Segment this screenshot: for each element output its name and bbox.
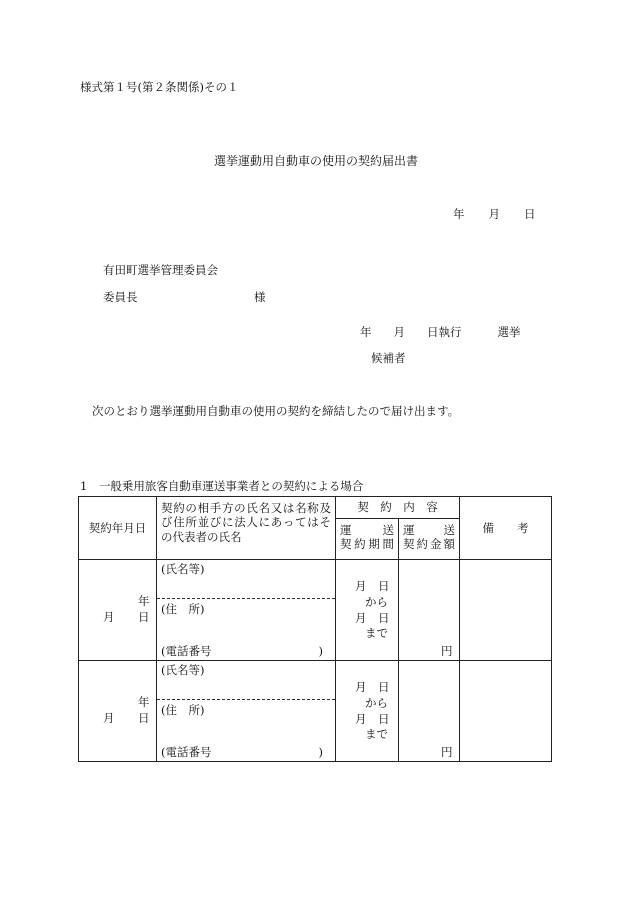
row-date-cell[interactable]: [79, 661, 157, 762]
row-year: 年: [138, 594, 150, 608]
row-period-cell[interactable]: [336, 560, 399, 661]
row-remarks-cell[interactable]: [460, 560, 552, 661]
row-yen-label: 円: [441, 644, 453, 658]
row-name-label: (氏名等): [161, 663, 205, 677]
header-period-line1: 運 送: [340, 523, 394, 537]
row-period-cell[interactable]: [336, 661, 399, 762]
header-counterparty: [157, 497, 336, 560]
addressee-honorific: 様: [254, 290, 266, 304]
header-amount-line1: 運 送: [403, 523, 455, 537]
table-header-row: [79, 497, 552, 519]
header-contract-date: 契約年月日: [79, 497, 157, 560]
year-label: 年: [453, 207, 465, 221]
row-dashed-divider: [157, 699, 335, 700]
submission-date: [453, 208, 536, 222]
row-month: 月: [103, 711, 115, 725]
header-transport-amount: [399, 519, 460, 560]
row-period-from: から: [365, 595, 388, 609]
page-title: 選挙運動用自動車の使用の契約届出書: [214, 154, 419, 168]
row-period-from-date: 月 日: [355, 680, 390, 694]
header-period-line2: 契約期間: [340, 537, 394, 552]
election-year: 年: [360, 325, 372, 339]
header-contract-content: 契 約 内 容: [336, 497, 460, 519]
table-row: [79, 661, 552, 762]
row-party-cell[interactable]: [157, 661, 336, 762]
row-day: 日: [138, 610, 150, 624]
election-day-exec: 日執行: [427, 325, 462, 339]
row-remarks-cell[interactable]: [460, 661, 552, 762]
header-remarks: 備 考: [460, 497, 552, 560]
row-period-to-date: 月 日: [355, 611, 390, 625]
row-party-cell[interactable]: [157, 560, 336, 661]
election-line: [360, 326, 521, 340]
row-date-cell[interactable]: [79, 560, 157, 661]
row-year: 年: [138, 695, 150, 709]
contract-table: [78, 496, 552, 762]
row-yen-label: 円: [441, 745, 453, 759]
row-period-from: から: [365, 696, 388, 710]
row-month: 月: [103, 610, 115, 624]
row-amount-cell[interactable]: [399, 661, 460, 762]
candidate-label: 候補者: [371, 351, 406, 365]
addressee-chairman: 委員長: [103, 290, 138, 304]
addressee-committee: 有田町選挙管理委員会: [103, 263, 218, 277]
row-address-label: (住 所): [161, 602, 205, 616]
month-label: 月: [488, 207, 500, 221]
row-phone-close: ): [318, 745, 323, 759]
row-period-until: まで: [365, 727, 388, 741]
row-period-from-date: 月 日: [355, 579, 390, 593]
row-name-label: (氏名等): [161, 562, 205, 576]
row-period-to-date: 月 日: [355, 712, 390, 726]
header-transport-period: [336, 519, 399, 560]
election-month: 月: [393, 325, 405, 339]
row-phone-close: ): [318, 644, 323, 658]
section1-heading: 1 一般乗用旅客自動車運送事業者との契約による場合: [80, 479, 364, 493]
row-phone-label: (電話番号: [161, 745, 212, 759]
row-period-until: まで: [365, 626, 388, 640]
election-type: 選挙: [497, 325, 521, 339]
row-phone-label: (電話番号: [161, 644, 212, 658]
day-label: 日: [524, 207, 536, 221]
row-dashed-divider: [157, 598, 335, 599]
table-row: [79, 560, 552, 661]
row-address-label: (住 所): [161, 703, 205, 717]
row-amount-cell[interactable]: [399, 560, 460, 661]
header-counterparty-text: 契約の相手方の氏名又は名称及び住所並びに法人にあってはその代表者の氏名: [161, 501, 331, 544]
form-id: 様式第１号(第２条関係)その１: [80, 80, 239, 94]
body-text: 次のとおり選挙運動用自動車の使用の契約を締結したので届け出ます。: [92, 404, 460, 418]
header-amount-line2: 契約金額: [403, 537, 455, 552]
row-day: 日: [138, 711, 150, 725]
